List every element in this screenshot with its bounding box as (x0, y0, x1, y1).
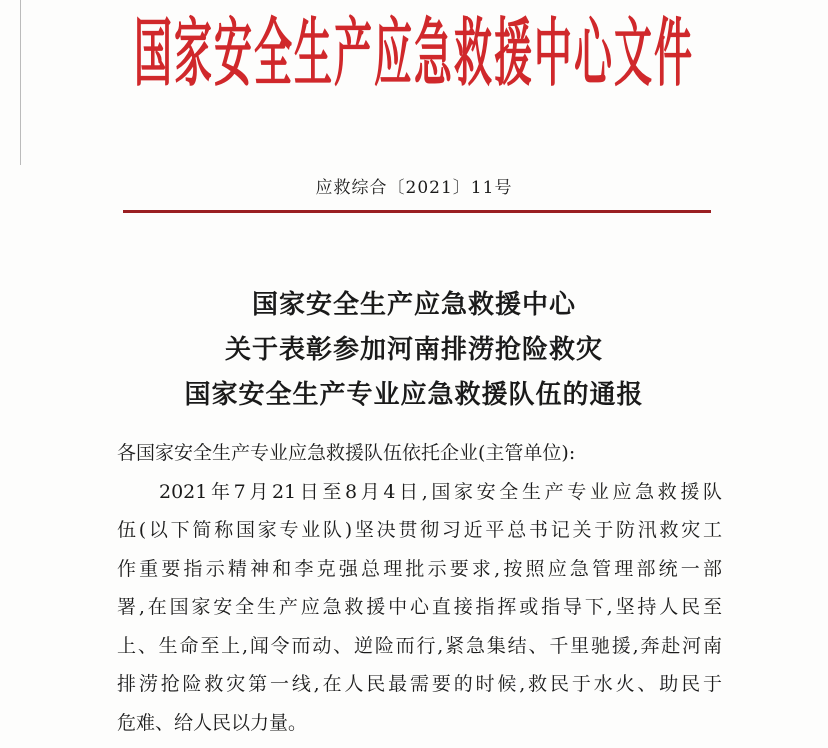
document-masthead: 国家安全生产应急救援中心文件 (133, 10, 694, 96)
document-body (117, 440, 722, 748)
paragraph-line: 署,在国家安全生产应急救援中心直接指挥或指导下,坚持人民至 (117, 596, 722, 618)
red-divider (123, 210, 711, 213)
paragraph-line: 上、生命至上,闻令而动、逆险而行,紧急集结、千里驰援,奔赴河南 (117, 634, 722, 657)
paragraph-line: 危难、给人民以力量。 (117, 711, 308, 734)
title-line-2: 关于表彰参加河南排涝抢险救灾 (224, 335, 603, 365)
document-number: 应救综合〔2021〕11号 (315, 178, 513, 198)
paragraph-line: 2021年7月21日至8月4日,国家安全生产专业应急救援队 (159, 480, 722, 503)
paragraph-line: 作重要指示精神和李克强总理批示要求,按照应急管理部统一部 (117, 557, 722, 580)
title-line-3: 国家安全生产专业应急救援队伍的通报 (184, 380, 644, 410)
title-line-1: 国家安全生产应急救援中心 (251, 290, 576, 320)
paragraph-line: 伍(以下简称国家专业队)坚决贯彻习近平总书记关于防汛救灾工 (117, 519, 722, 541)
salutation: 各国家安全生产专业应急救援队伍依托企业(主管单位): (117, 442, 576, 464)
paragraph-line: 排涝抢险救灾第一线,在人民最需要的时候,救民于水火、助民于 (117, 673, 722, 695)
